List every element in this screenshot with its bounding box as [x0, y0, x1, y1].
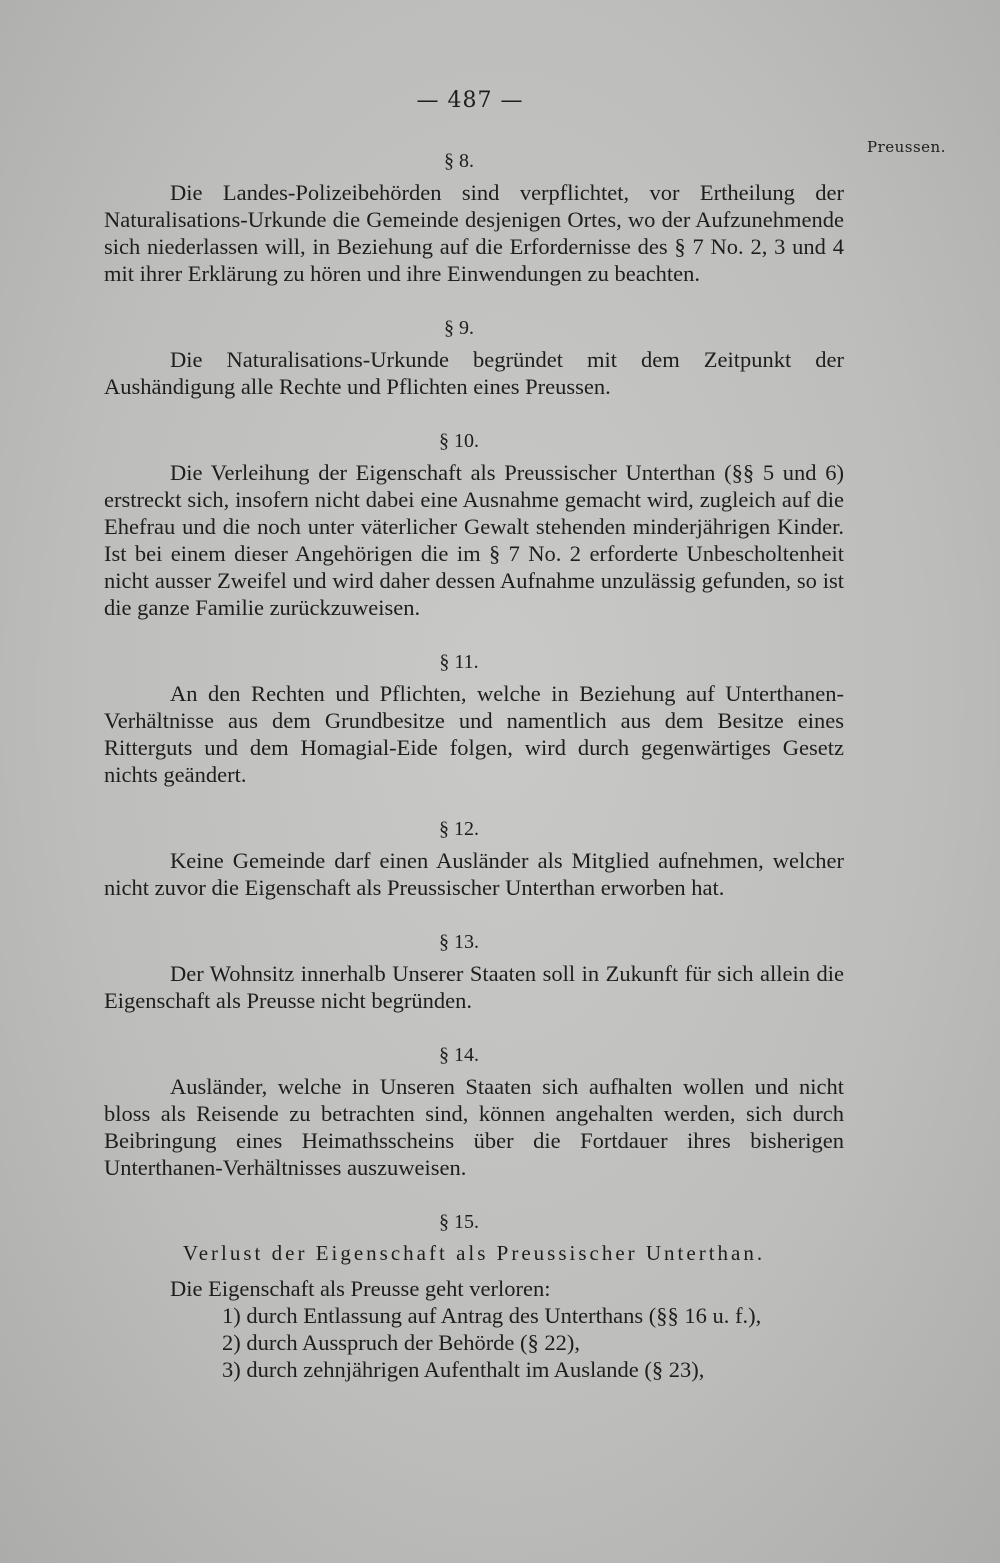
- section-15: [104, 1209, 844, 1383]
- list-item: 3) durch zehnjährigen Aufenthalt im Auslande (§ 23),: [222, 1357, 705, 1382]
- section-intro: Die Eigenschaft als Preusse geht verloren:: [170, 1276, 551, 1301]
- section-heading: § 11.: [439, 651, 479, 673]
- list-item: 2) durch Ausspruch der Behörde (§ 22),: [222, 1330, 581, 1355]
- list-item: 1) durch Entlassung auf Antrag des Unterthans (§§ 16 u. f.),: [222, 1303, 762, 1328]
- section-paragraph: Keine Gemeinde darf einen Ausländer als Mitglied aufnehmen, welcher nicht zuvor die Eigenschaft als Preussischer Unterthan erworben hat.: [104, 848, 844, 900]
- loss-conditions-list: [222, 1302, 844, 1383]
- section-paragraph: Ausländer, welche in Unseren Staaten sich aufhalten wollen und nicht bloss als Reisende zu betrachten sind, können angehalten werden, sich durch Beibringung eines Heimathsscheins über die Fortdauer ihres bisherigen Unterthanen-Verhältnisses auszuweisen.: [104, 1074, 844, 1180]
- section-paragraph: Die Naturalisations-Urkunde begründet mit dem Zeitpunkt der Aushändigung alle Rechte und Pflichten eines Preussen.: [104, 347, 844, 399]
- section-heading: § 13.: [439, 931, 479, 953]
- section-11: [104, 649, 844, 788]
- section-heading: § 14.: [439, 1044, 479, 1066]
- page-number: — 487 —: [416, 88, 524, 113]
- section-8: [104, 148, 844, 287]
- section-heading: § 12.: [439, 818, 479, 840]
- section-heading: § 10.: [439, 430, 479, 452]
- section-paragraph: Der Wohnsitz innerhalb Unserer Staaten soll in Zukunft für sich allein die Eigenschaft als Preusse nicht begründen.: [104, 961, 844, 1013]
- section-heading: § 9.: [444, 317, 474, 339]
- section-paragraph: Die Landes-Polizeibehörden sind verpflichtet, vor Ertheilung der Naturalisations-Urkunde die Gemeinde desjenigen Ortes, wo der Aufzunehmende sich niederlassen will, in Beziehung auf die Erfordernisse des § 7 No. 2, 3 und 4 mit ihrer Erklärung zu hören und ihre Einwendungen zu beachten.: [104, 180, 844, 286]
- section-12: [104, 816, 844, 901]
- section-heading: § 15.: [439, 1211, 479, 1233]
- body-text: [104, 148, 844, 1383]
- section-9: [104, 315, 844, 400]
- section-heading: § 8.: [444, 150, 474, 172]
- section-10: [104, 428, 844, 621]
- section-paragraph: Die Verleihung der Eigenschaft als Preussischer Unterthan (§§ 5 und 6) erstreckt sich, insofern nicht dabei eine Ausnahme gemacht wird, zugleich auf die Ehefrau und die noch unter väterlicher Gewalt stehenden minderjährigen Kinder. Ist bei einem dieser Angehörigen die im § 7 No. 2 erforderte Unbescholtenheit nicht ausser Zweifel und wird daher dessen Aufnahme unzulässig gefunden, so ist die ganze Familie zurückzuweisen.: [104, 460, 844, 620]
- section-13: [104, 929, 844, 1014]
- margin-note: Preussen.: [866, 138, 946, 156]
- section-14: [104, 1042, 844, 1181]
- section-paragraph: An den Rechten und Pflichten, welche in Beziehung auf Unterthanen-Verhältnisse aus dem Grundbesitze und namentlich aus dem Besitze eines Ritterguts und dem Homagial-Eide folgen, wird durch gegenwärtiges Gesetz nichts geändert.: [104, 681, 844, 787]
- section-title: Verlust der Eigenschaft als Preussischer Unterthan.: [182, 1241, 766, 1265]
